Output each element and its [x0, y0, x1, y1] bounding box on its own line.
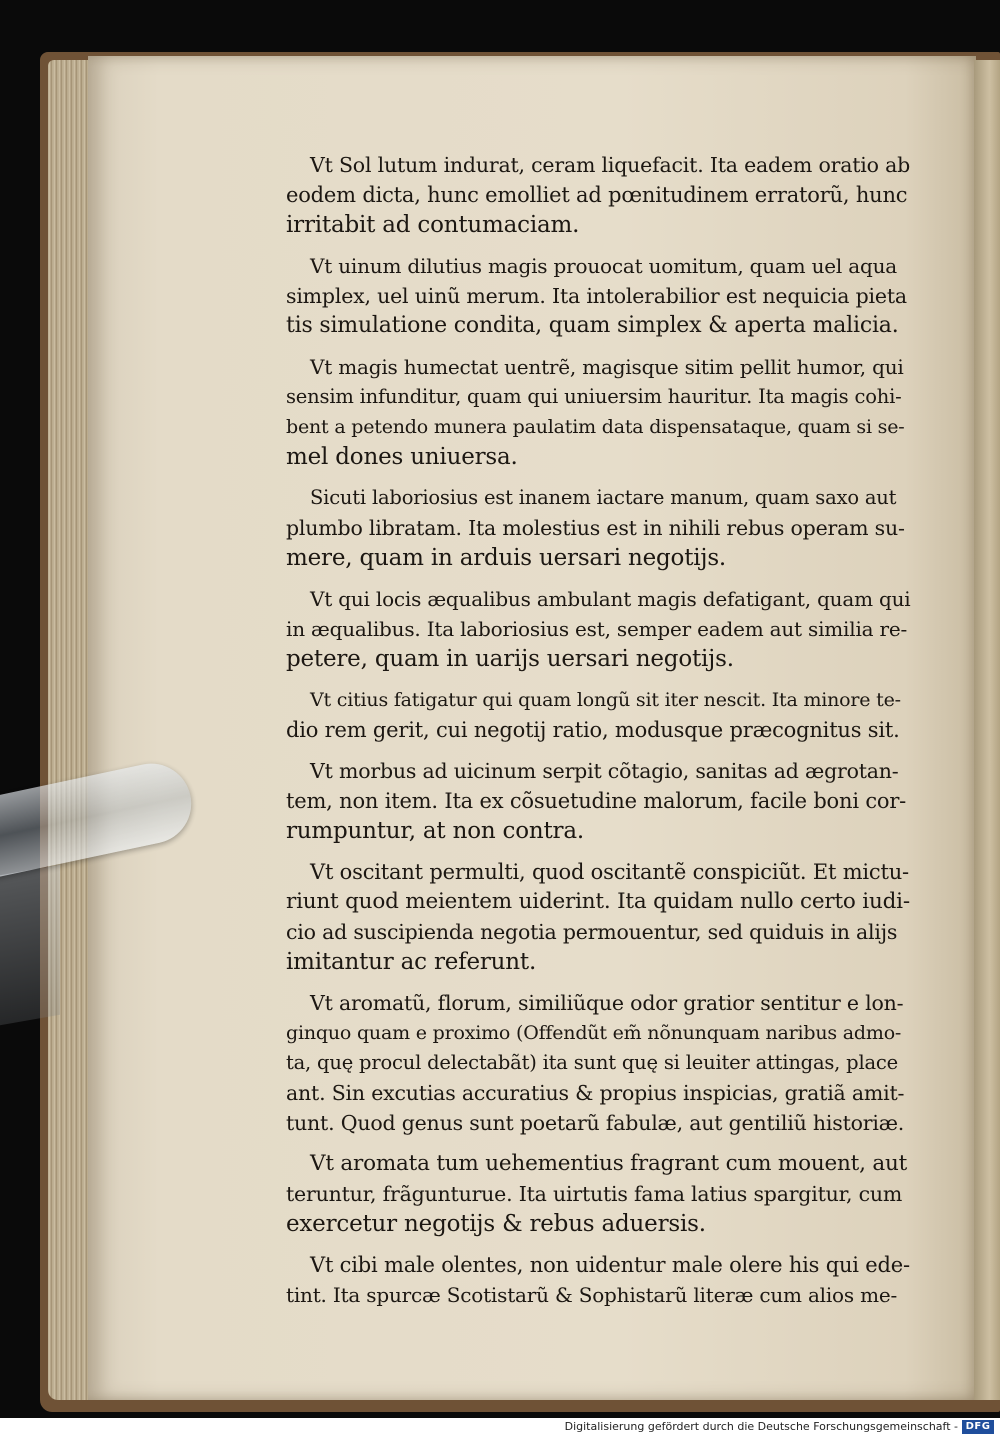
text-line: eodem dicta, hunc emolliet ad pœnitudinem erratorũ, hunc: [286, 183, 908, 207]
text-line: ta, quę procul delectabãt) ita sunt quę si leuiter attingas, place: [286, 1051, 898, 1074]
text-line: bent a petendo munera paulatim data dispensataque, quam si se-: [286, 416, 905, 438]
text-line: Vt citius fatigatur qui quam longũ sit iter nescit. Ita minore te-: [310, 689, 901, 711]
paragraph: [286, 988, 911, 1138]
text-line: ant. Sin excutias accuratius & propius inspicias, gratiã amit-: [286, 1081, 905, 1105]
text-line: dio rem gerit, cui negotij ratio, modusque præcognitus sit.: [286, 718, 900, 742]
dfg-logo: DFG: [962, 1420, 994, 1434]
text-line: riunt quod meientem uiderint. Ita quidam nullo certo iudi-: [286, 889, 910, 914]
text-line: tint. Ita spurcæ Scotistarũ & Sophistarũ literæ cum alios me-: [286, 1283, 898, 1307]
text-line: Vt morbus ad uicinum serpit cõtagio, sanitas ad ægrotan-: [310, 759, 899, 783]
text-line: tis simulatione condita, quam simplex & aperta malicia.: [286, 313, 899, 338]
text-line: teruntur, frãgunturue. Ita uirtutis fama latius spargitur, cum: [286, 1182, 903, 1206]
paragraph: [286, 352, 911, 472]
paragraph: [286, 756, 911, 846]
text-line: tunt. Quod genus sunt poetarũ fabulæ, aut gentiliũ historiæ.: [286, 1111, 905, 1135]
text-line: Vt uinum dilutius magis prouocat uomitum, quam uel aqua: [310, 254, 897, 278]
text-line: simplex, uel uinũ merum. Ita intolerabilior est nequicia pieta: [286, 284, 907, 308]
paragraph: [286, 1250, 911, 1310]
text-line: Vt aromata tum uehementius fragrant cum mouent, aut: [310, 1151, 908, 1176]
text-line: plumbo libratam. Ita molestius est in nihili rebus operam su-: [286, 516, 905, 540]
text-line: Vt oscitant permulti, quod oscitantẽ conspiciũt. Et mictu-: [310, 860, 909, 884]
text-line: Vt cibi male olentes, non uidentur male olere his qui ede-: [310, 1253, 910, 1277]
text-line: Vt Sol lutum indurat, ceram liquefacit. Ita eadem oratio ab: [310, 153, 911, 177]
text-line: Vt magis humectat uentrẽ, magisque sitim pellit humor, qui: [310, 355, 904, 379]
text-line: tem, non item. Ita ex cõsuetudine malorum, facile boni cor-: [286, 789, 907, 813]
page-text: [286, 150, 911, 1321]
paragraph: [286, 857, 911, 977]
text-line: in æqualibus. Ita laboriosius est, semper eadem aut similia re-: [286, 617, 908, 641]
text-line: exercetur negotijs & rebus aduersis.: [286, 1211, 706, 1237]
text-line: ginquo quam e proximo (Offendũt em̃ nõnunquam naribus admo-: [286, 1022, 902, 1044]
text-line: Vt aromatũ, florum, similiũque odor gratior sentitur e lon-: [310, 991, 904, 1015]
paragraph: [286, 584, 911, 674]
paragraph: [286, 685, 911, 745]
paragraph: [286, 1149, 911, 1239]
facing-page-edge: [974, 60, 1000, 1400]
text-line: sensim infunditur, quam qui uniuersim hauritur. Ita magis cohi-: [286, 385, 902, 408]
text-line: petere, quam in uarijs uersari negotijs.: [286, 646, 734, 672]
clip-shadow: [0, 865, 60, 1026]
text-line: Sicuti laboriosius est inanem iactare manum, quam saxo aut: [310, 486, 897, 509]
paragraph: [286, 483, 911, 573]
text-line: mel dones uniuersa.: [286, 444, 518, 470]
text-line: cio ad suscipienda negotia permouentur, sed quiduis in alijs: [286, 920, 898, 944]
text-line: mere, quam in arduis uersari negotijs.: [286, 545, 727, 571]
text-line: imitantur ac referunt.: [286, 949, 537, 975]
paragraph: [286, 251, 911, 341]
footer-bar: [0, 1418, 1000, 1437]
paragraph: [286, 150, 911, 240]
text-line: rumpuntur, at non contra.: [286, 818, 584, 844]
text-line: irritabit ad contumaciam.: [286, 212, 580, 238]
footer-credit: Digitalisierung gefördert durch die Deutsche Forschungsgemeinschaft -: [564, 1420, 958, 1433]
text-line: Vt qui locis æqualibus ambulant magis defatigant, quam qui: [310, 587, 911, 611]
